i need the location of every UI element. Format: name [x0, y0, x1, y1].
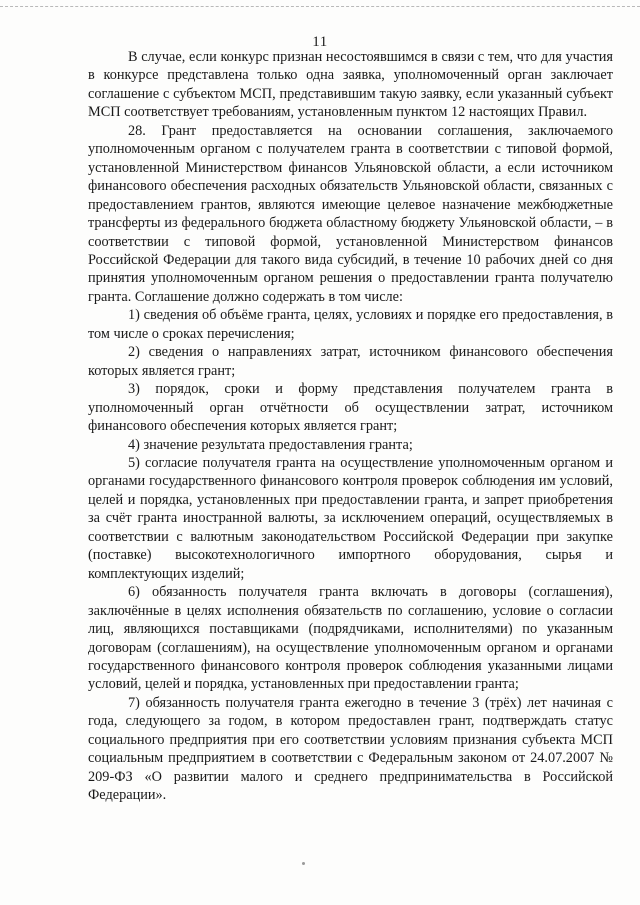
- document-body: [88, 48, 613, 805]
- top-scan-rule: [0, 6, 640, 7]
- paragraph-contest-failed: В случае, если конкурс признан несостоявшимся в связи с тем, что для участия в конкурсе представлена только одна заявка, уполномоченный орган заключает соглашение с субъектом МСП, представившим такую заявку, если указанный субъект МСП соответствует требованиям, установленным пунктом 12 настоящих Правил.: [88, 49, 613, 121]
- paragraph-28: 28. Грант предоставляется на основании соглашения, заключаемого уполномоченным органом с получателем гранта в соответствии с типовой формой, установленной Министерством финансов Ульяновской области, а если источником финансового обеспечения расходных обязательств Ульяновской области, связанных с предоставлением грантов, являются имеющие целевое назначение межбюджетные трансферты из федерального бюджета областному бюджету Ульяновской области, – в соответствии с типовой формой, установленной Министерством финансов Российской Федерации для такого вида субсидий, в течение 10 рабочих дней со дня принятия уполномоченным органом решения о предоставлении гранта получателю гранта. Соглашение должно содержать в том числе:: [88, 122, 613, 305]
- list-item-2: 2) сведения о направлениях затрат, источником финансового обеспечения которых является грант;: [88, 344, 613, 379]
- list-item-4: 4) значение результата предоставления гранта;: [128, 436, 413, 453]
- list-item-6: 6) обязанность получателя гранта включать в договоры (соглашения), заключённые в целях исполнения обязательств по соглашению, условие о согласии лиц, являющихся поставщиками (подрядчиками, исполнителями) по указанным договорам (соглашениям), на осуществление уполномоченным органом и органами государственного финансового контроля проверок соблюдения указанными лицами условий, целей и порядка, установленных при предоставлении гранта;: [88, 584, 613, 693]
- page-number: 11: [312, 34, 328, 50]
- list-item-1: 1) сведения об объёме гранта, целях, условиях и порядке его предоставления, в том числе о сроках перечисления;: [88, 307, 613, 342]
- list-item-3: 3) порядок, сроки и форму представления получателем гранта в уполномоченный орган отчётности об осуществлении затрат, источником финансового обеспечения которых является грант;: [88, 381, 613, 435]
- list-item-5: 5) согласие получателя гранта на осуществление уполномоченным органом и органами государственного финансового контроля проверок соблюдения им условий, целей и порядка, установленных при предоставлении гранта, и запрет приобретения за счёт гранта иностранной валюты, за исключением операций, осуществляемых в соответствии с валютным законодательством Российской Федерации при закупке (поставке) высокотехнологичного импортного оборудования, сырья и комплектующих изделий;: [88, 454, 613, 582]
- scan-speck: [302, 862, 305, 865]
- list-item-7: 7) обязанность получателя гранта ежегодно в течение 3 (трёх) лет начиная с года, следующего за годом, в котором предоставлен грант, подтверждать статус социального предприятия при его соответствии условиям признания субъекта МСП социальным предприятием в соответствии с Федеральным законом от 24.07.2007 № 209-ФЗ «О развитии малого и среднего предпринимательства в Российской Федерации».: [88, 694, 613, 804]
